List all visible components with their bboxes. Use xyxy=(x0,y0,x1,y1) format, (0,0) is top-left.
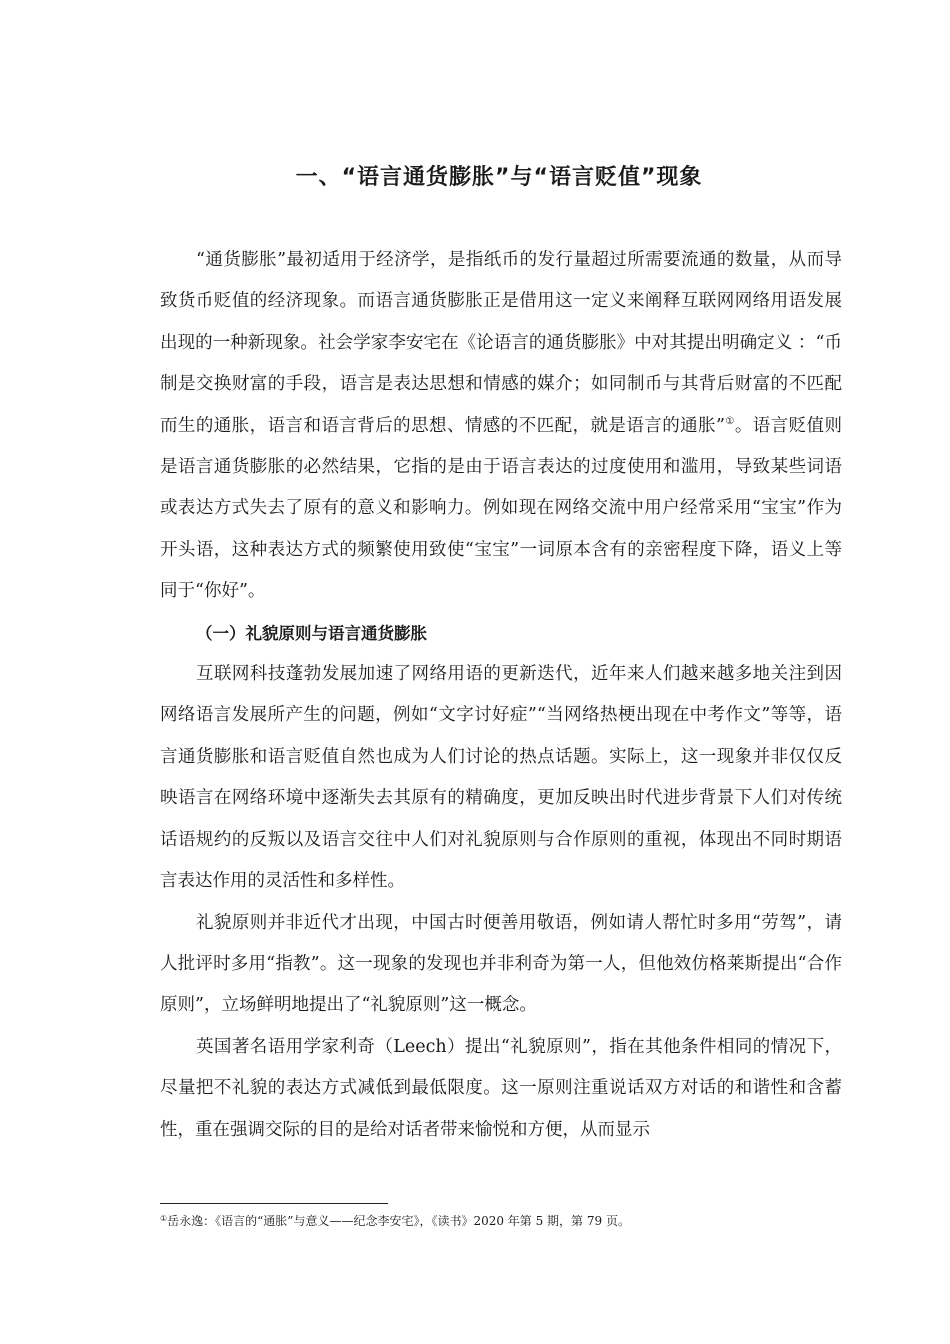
footnote-marker: ① xyxy=(160,1214,168,1223)
body-text xyxy=(160,240,842,1151)
paragraph-internet-language: 互联网科技蓬勃发展加速了网络用语的更新迭代，近年来人们越来越多地关注到因网络语言发展所产生的问题，例如“文字讨好症”“当网络热梗出现在中考作文”等等，语言通货膨胀和语言贬值自然也成为人们讨论的热点话题。实际上，这一现象并非仅仅反映语言在网络环境中逐渐失去其原有的精确度，更加反映出时代进步背景下人们对传统话语规约的反叛以及语言交往中人们对礼貌原则与合作原则的重视，体现出不同时期语言表达作用的灵活性和多样性。 xyxy=(160,664,842,892)
paragraph-politeness-history: 礼貌原则并非近代才出现，中国古时便善用敬语，例如请人帮忙时多用“劳驾”，请人批评时多用“指教”。这一现象的发现也并非利奇为第一人，但他效仿格莱斯提出“合作原则”，立场鲜明地提出了“礼貌原则”这一概念。 xyxy=(160,912,842,1016)
footnote xyxy=(160,1212,842,1230)
paragraph-text: “通货膨胀”最初适用于经济学，是指纸币的发行量超过所需要流通的数量，从而导致货币贬值的经济现象。而语言通货膨胀正是借用这一定义来阐释互联网网络用语发展出现的一种新现象。社会学家李安宅在《论语言的通货膨胀》中对其提出明确定义 ：“币制是交换财富的手段，语言是表达思想和情感的媒介；如同制币与其背后财富的不匹配而生的通胀，语言和语言背后的思想、情感的不匹配，就是语言的通胀” xyxy=(160,250,842,436)
footnote-text: 岳永逸：《语言的“通胀”与意义——纪念李安宅》，《读书》2020 年第 5 期，第 79 页。 xyxy=(167,1214,630,1228)
footnote-reference[interactable]: ① xyxy=(724,415,735,427)
subsection-heading: （一）礼貌原则与语言通货膨胀 xyxy=(196,623,427,643)
paragraph-inflation-definition xyxy=(160,240,842,613)
paragraph-text: 。语言贬值则是语言通货膨胀的必然结果，它指的是由于语言表达的过度使用和滥用，导致某些词语或表达方式失去了原有的意义和影响力。例如现在网络交流中用户经常采用“宝宝”作为开头语，这种表达方式的频繁使用致使“宝宝”一词原本含有的亲密程度下降，语义上等同于“你好”。 xyxy=(160,415,842,602)
footnote-divider xyxy=(160,1203,388,1204)
section-title: 一、“语言通货膨胀”与“语言贬值”现象 xyxy=(295,165,703,190)
paragraph-leech-principle: 英国著名语用学家利奇（Leech）提出“礼貌原则”，指在其他条件相同的情况下，尽量把不礼貌的表达方式减低到最低限度。这一原则注重说话双方对话的和谐性和含蓄性，重在强调交际的目的是给对话者带来愉悦和方便，从而显示 xyxy=(160,1036,842,1140)
